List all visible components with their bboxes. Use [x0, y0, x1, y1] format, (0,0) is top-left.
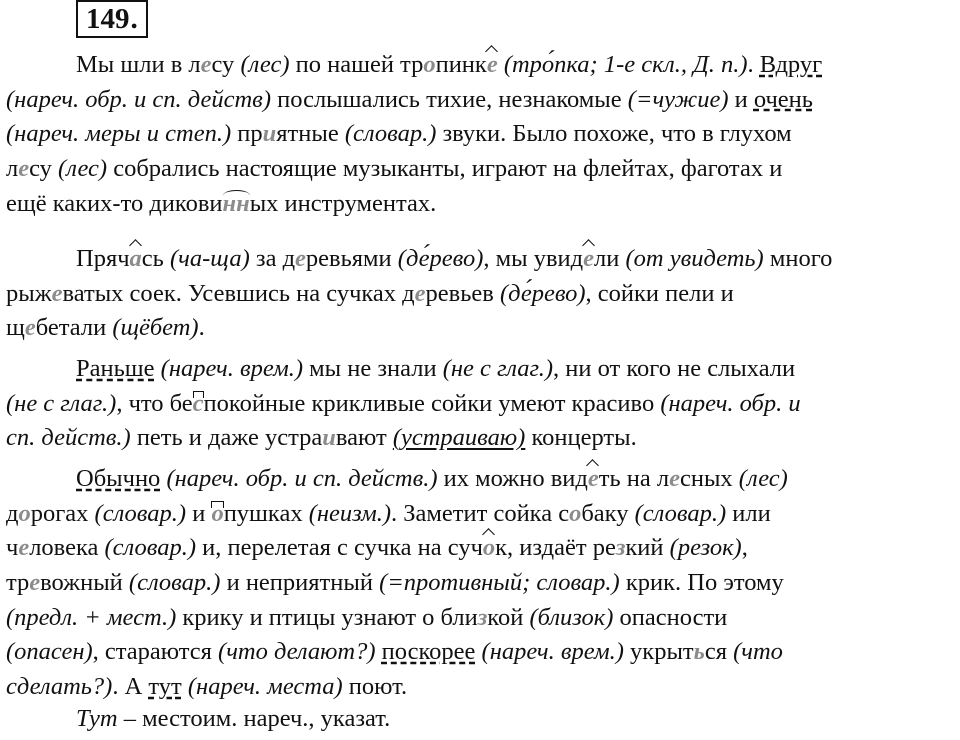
paragraph-3 — [6, 352, 954, 456]
p3-line-2: (не с глаг.), что беспокойные крикливые сойки умеют красиво (нареч. обр. и — [6, 389, 801, 417]
p1-line-5: ещё каких-то диковинных инструментах. — [6, 189, 437, 217]
p2-line-3: щебетали (щёбет). — [6, 314, 205, 342]
p1-line-4: лесу (лес) собрались настоящие музыканты, играют на флейтах, фаготах и — [6, 155, 783, 183]
p4-line-6: (опасен), стараются (что делают?) поскорее (нареч. врем.) укрыться (что — [6, 638, 783, 666]
p4-line-7: сделать?). А тут (нареч. места) поют. — [6, 673, 408, 701]
paragraph-4 — [6, 462, 954, 705]
p3-line-1: Раньше (нареч. врем.) мы не знали (не с глаг.), ни от кого не слыхали — [76, 355, 796, 382]
p4-line-4: тревожный (словар.) и неприятный (=противный; словар.) крик. По этому — [6, 569, 784, 597]
p2-line-1: Прячась (ча-ща) за деревьями (де́рево), мы увидели (от увидеть) много — [76, 245, 833, 272]
p4-line-3: человека (словар.) и, перелетая с сучка на сучок, издаёт резкий (резок), — [6, 534, 748, 562]
p4-line-5: (предл. + мест.) крику и птицы узнают о близкой (близок) опасности — [6, 603, 728, 631]
p1-line-2: (нареч. обр. и сп. действ) послышались тихие, незнакомые (=чужие) и очень — [6, 85, 813, 113]
p4-line-1: Обычно (нареч. обр. и сп. действ.) их можно видеть на лесных (лес) — [76, 465, 788, 492]
p1-line-1: Мы шли в лесу (лес) по нашей тропинке (тро́пка; 1-е скл., Д. п.). Вдруг — [76, 51, 823, 78]
paragraph-1 — [6, 48, 954, 221]
p2-line-2: рыжеватых соек. Усевшись на сучках деревьев (де́рево), сойки пели и — [6, 279, 734, 307]
exercise-number: 149. — [76, 0, 148, 38]
note-line: Тут – местоим. нареч., указат. — [76, 705, 391, 732]
p4-line-2: дорогах (словар.) и опушках (неизм.). Заметит сойка собаку (словар.) или — [6, 499, 771, 527]
p1-line-3: (нареч. меры и степ.) приятные (словар.) звуки. Было похоже, что в глухом — [6, 120, 792, 148]
paragraph-2 — [6, 242, 954, 346]
p3-line-3: сп. действ.) петь и даже устраивают (устраиваю) концерты. — [6, 424, 637, 452]
footnote — [6, 702, 954, 737]
